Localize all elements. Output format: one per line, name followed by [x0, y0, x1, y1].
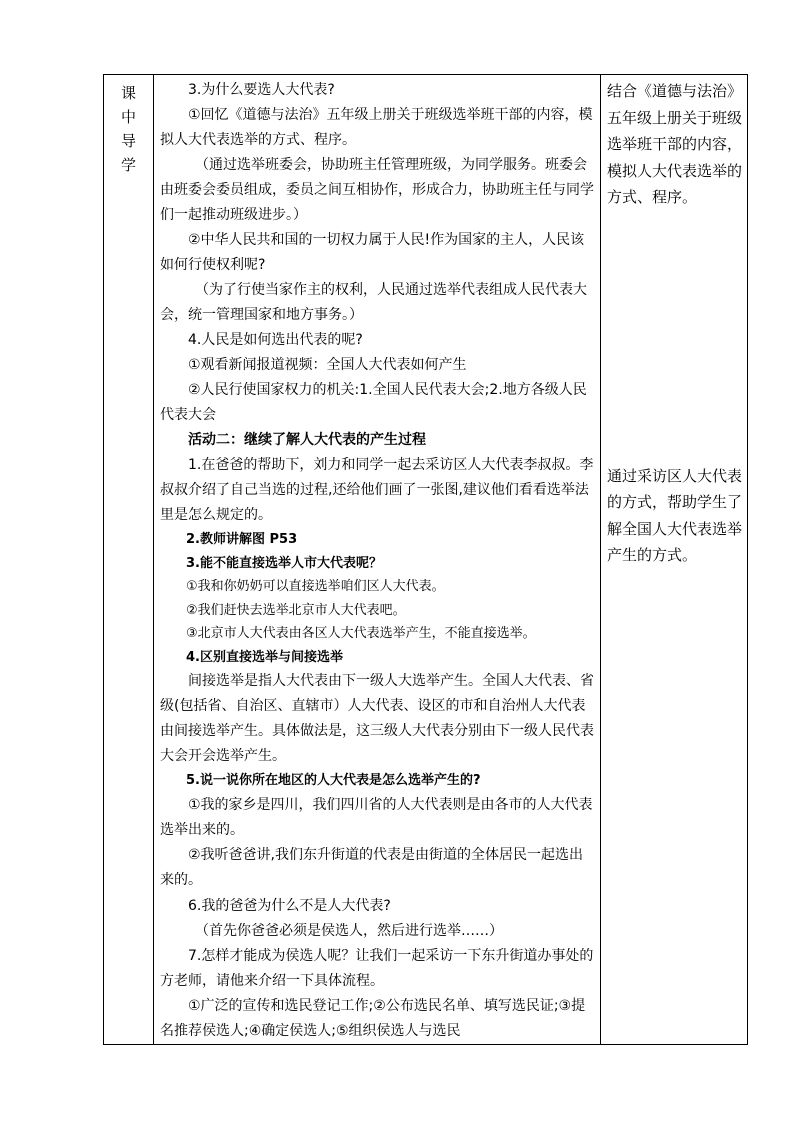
content-paragraph: ②中华人民共和国的一切权力属于人民!作为国家的主人，人民该如何行使权利呢?	[160, 232, 585, 273]
design-note: 结合《道德与法治》五年级上册关于班级选举班干部的内容，模拟人大代表选举的方式、程序。	[607, 82, 743, 206]
content-paragraph: 2.教师讲解图 P53	[186, 532, 298, 547]
content-paragraph: （通过选举班委会，协助班主任管理班级，为同学服务。班委会由班委会委员组成，委员之间互相协作，形成合力，协助班主任与同学们一起推动班级进步。）	[160, 157, 594, 223]
lesson-plan-table	[103, 74, 748, 1045]
content-paragraph: ③北京市人大代表由各区人大代表选举产生，不能直接选举。	[186, 626, 536, 641]
section-label-cell	[104, 75, 154, 1045]
content-paragraph: ②我听爸爸讲,我们东升街道的代表是由街道的全体居民一起选出来的。	[160, 846, 583, 888]
table-row	[104, 75, 748, 1045]
content-paragraph: ②人民行使国家权力的机关:1.全国人民代表大会;2.地方各级人民代表大会	[160, 382, 587, 423]
content-paragraph: 间接选举是指人大代表由下一级人大选举产生。全国人大代表、省级(包括省、自治区、直辖市）人大代表、设区的市和自治州人大代表由间接选举产生。具体做法是，这三级人大代表分别由下一级人民代表大会开会选举产生。	[160, 673, 594, 764]
content-paragraph: ①我和你奶奶可以直接选举咱们区人大代表。	[186, 579, 445, 594]
section-label-char: 学	[120, 156, 136, 174]
content-paragraph: 6.我的爸爸为什么不是人大代表?	[188, 897, 391, 914]
design-intent	[601, 75, 747, 569]
content-paragraph: ②我们赶快去选举北京市人大代表吧。	[186, 602, 406, 618]
teaching-content-cell	[154, 75, 601, 1045]
content-paragraph: ①回忆《道德与法治》五年级上册关于班级选举班干部的内容，模拟人大代表选举的方式、程序。	[160, 107, 593, 148]
content-paragraph: （为了行使当家作主的权利，人民通过选举代表组成人民代表大会，统一管理国家和地方事务。）	[160, 282, 587, 323]
content-paragraph: 3.为什么要选人大代表?	[188, 82, 335, 98]
content-paragraph: ①广泛的宣传和选民登记工作;②公布选民名单、填写选民证;③提名推荐侯选人;④确定侯选人;⑤组织侯选人与选民	[160, 997, 586, 1039]
content-paragraph: 活动二：继续了解人大代表的产生过程	[188, 432, 426, 448]
content-paragraph: 3.能不能直接选举人市大代表呢？	[186, 555, 382, 571]
section-label-char: 中	[120, 108, 136, 126]
design-intent-cell	[601, 75, 748, 1045]
content-paragraph: （首先你爸爸必须是侯选人，然后进行选举……）	[195, 922, 503, 939]
content-paragraph: 1.在爸爸的帮助下，刘力和同学一起去采访区人大代表李叔叔。李叔叔介绍了自己当选的过程,还给他们画了一张图,建议他们看看选举法里是怎么规定的。	[160, 457, 594, 523]
content-paragraph: 4.区别直接选举与间接选举	[186, 649, 343, 665]
design-note: 通过采访区人大代表的方式，帮助学生了解全国人大代表选举产生的方式。	[607, 466, 743, 564]
section-label-char: 课	[120, 84, 136, 102]
content-paragraph: 7.怎样才能成为侯选人呢？让我们一起采访一下东升街道办事处的方老师，请他来介绍一下具体流程。	[160, 947, 594, 989]
teaching-content	[154, 75, 600, 1044]
content-paragraph: 5.说一说你所在地区的人大代表是怎么选举产生的?	[186, 773, 481, 788]
section-label-char: 导	[120, 132, 136, 150]
content-paragraph: 4.人民是如何选出代表的呢?	[188, 332, 363, 348]
content-paragraph: ①观看新闻报道视频：全国人大代表如何产生	[188, 357, 467, 373]
content-paragraph: ①我的家乡是四川，我们四川省的人大代表则是由各市的人大代表选举出来的。	[160, 796, 593, 838]
section-label	[104, 75, 153, 177]
